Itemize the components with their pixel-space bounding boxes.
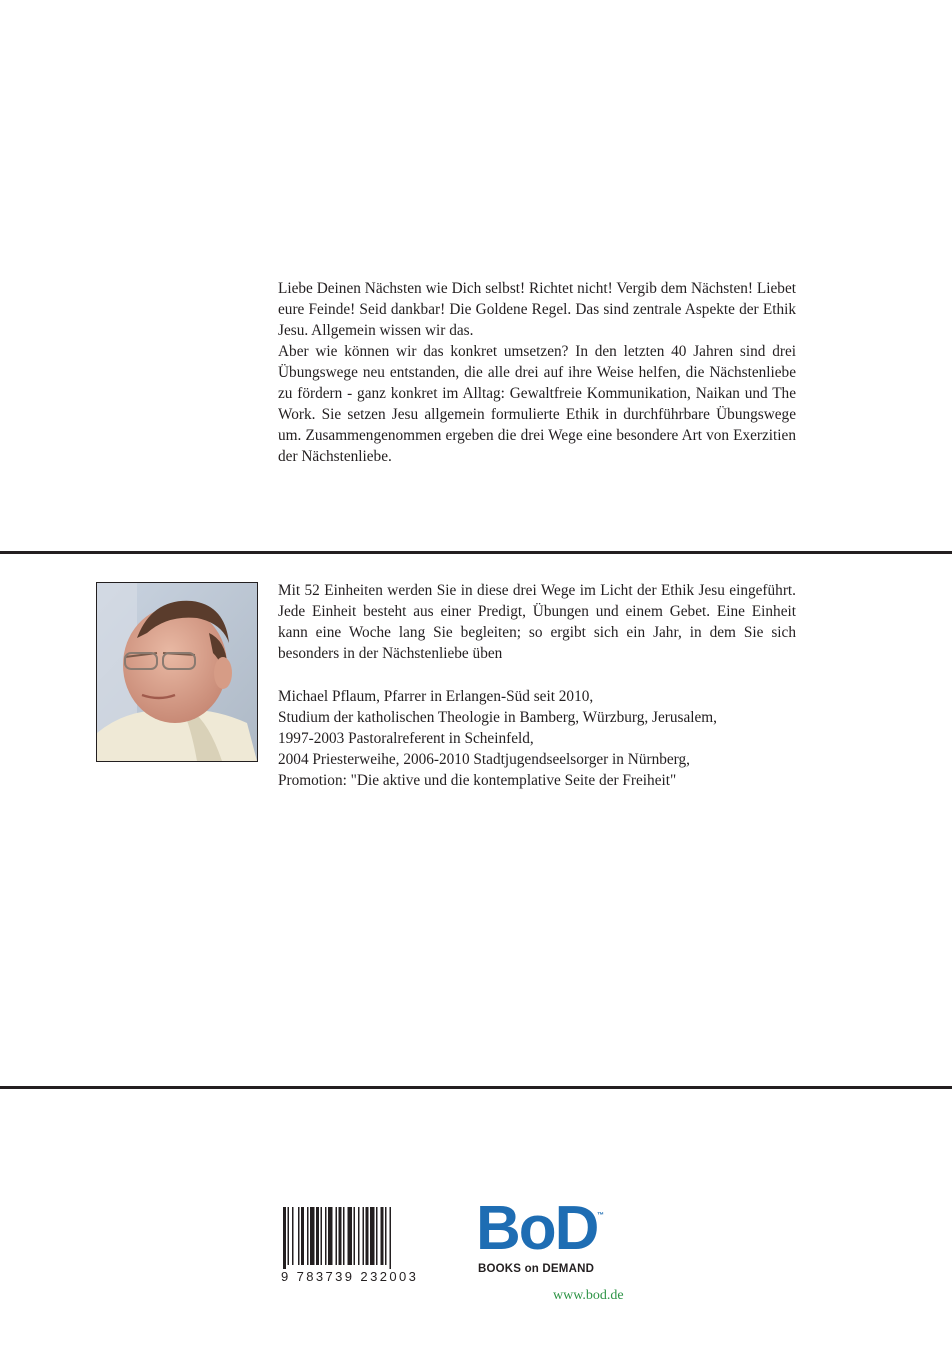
blurb-units — [278, 580, 796, 664]
author-bio — [278, 686, 796, 791]
isbn-barcode — [281, 1207, 461, 1291]
barcode-number: 9 783739 232003 — [281, 1269, 419, 1284]
blurb-intro-commandments: Liebe Deinen Nächsten wie Dich selbst! Richtet nicht! Vergib dem Nächsten! Liebet eure Feinde! Seid dankbar! Die Goldene Regel. Das sind zentrale Aspekte der Ethik Jesu. Allgemein wissen wir das. — [278, 280, 796, 339]
author-bio-line: 1997-2003 Pastoralreferent in Scheinfeld, — [278, 730, 534, 747]
bod-logo: BoD — [476, 1194, 598, 1263]
blurb-intro — [278, 278, 796, 467]
blurb-intro-body: Aber wie können wir das konkret umsetzen? In den letzten 40 Jahren sind drei Übungswege neu entstanden, die alle drei auf ihre Weise helfen, die Nächstenliebe zu fördern - ganz konkret im Alltag: Gewaltfreie Kommunikation, Naikan und The Work. Sie setzen Jesu allgemein formulierte Ethik in durchführbare Übungswege um. Zusammengenommen ergeben die drei Wege eine besondere Art von Exerzitien der Nächstenliebe. — [278, 343, 796, 465]
divider-bottom — [0, 1086, 952, 1089]
divider-top — [0, 551, 952, 554]
bod-trademark: ™ — [597, 1212, 604, 1219]
author-bio-line: Studium der katholischen Theologie in Bamberg, Würzburg, Jerusalem, — [278, 709, 717, 726]
bod-tagline: BOOKS on DEMAND — [478, 1263, 595, 1275]
author-bio-line: 2004 Priesterweihe, 2006-2010 Stadtjugendseelsorger in Nürnberg, — [278, 751, 690, 768]
blurb-units-text: Mit 52 Einheiten werden Sie in diese drei Wege im Licht der Ethik Jesu eingeführt. Jede Einheit besteht aus einer Predigt, Übungen und einem Gebet. Eine Einheit kann eine Woche lang Sie begleiten; so ergibt sich ein Jahr, in dem Sie sich besonders in der Nächstenliebe üben — [278, 582, 796, 662]
author-photo — [96, 582, 258, 762]
publisher-url[interactable]: www.bod.de — [553, 1288, 624, 1303]
author-bio-line: Promotion: "Die aktive und die kontemplative Seite der Freiheit" — [278, 772, 677, 789]
author-bio-line: Michael Pflaum, Pfarrer in Erlangen-Süd seit 2010, — [278, 688, 594, 705]
barcode-bars — [281, 1207, 461, 1269]
